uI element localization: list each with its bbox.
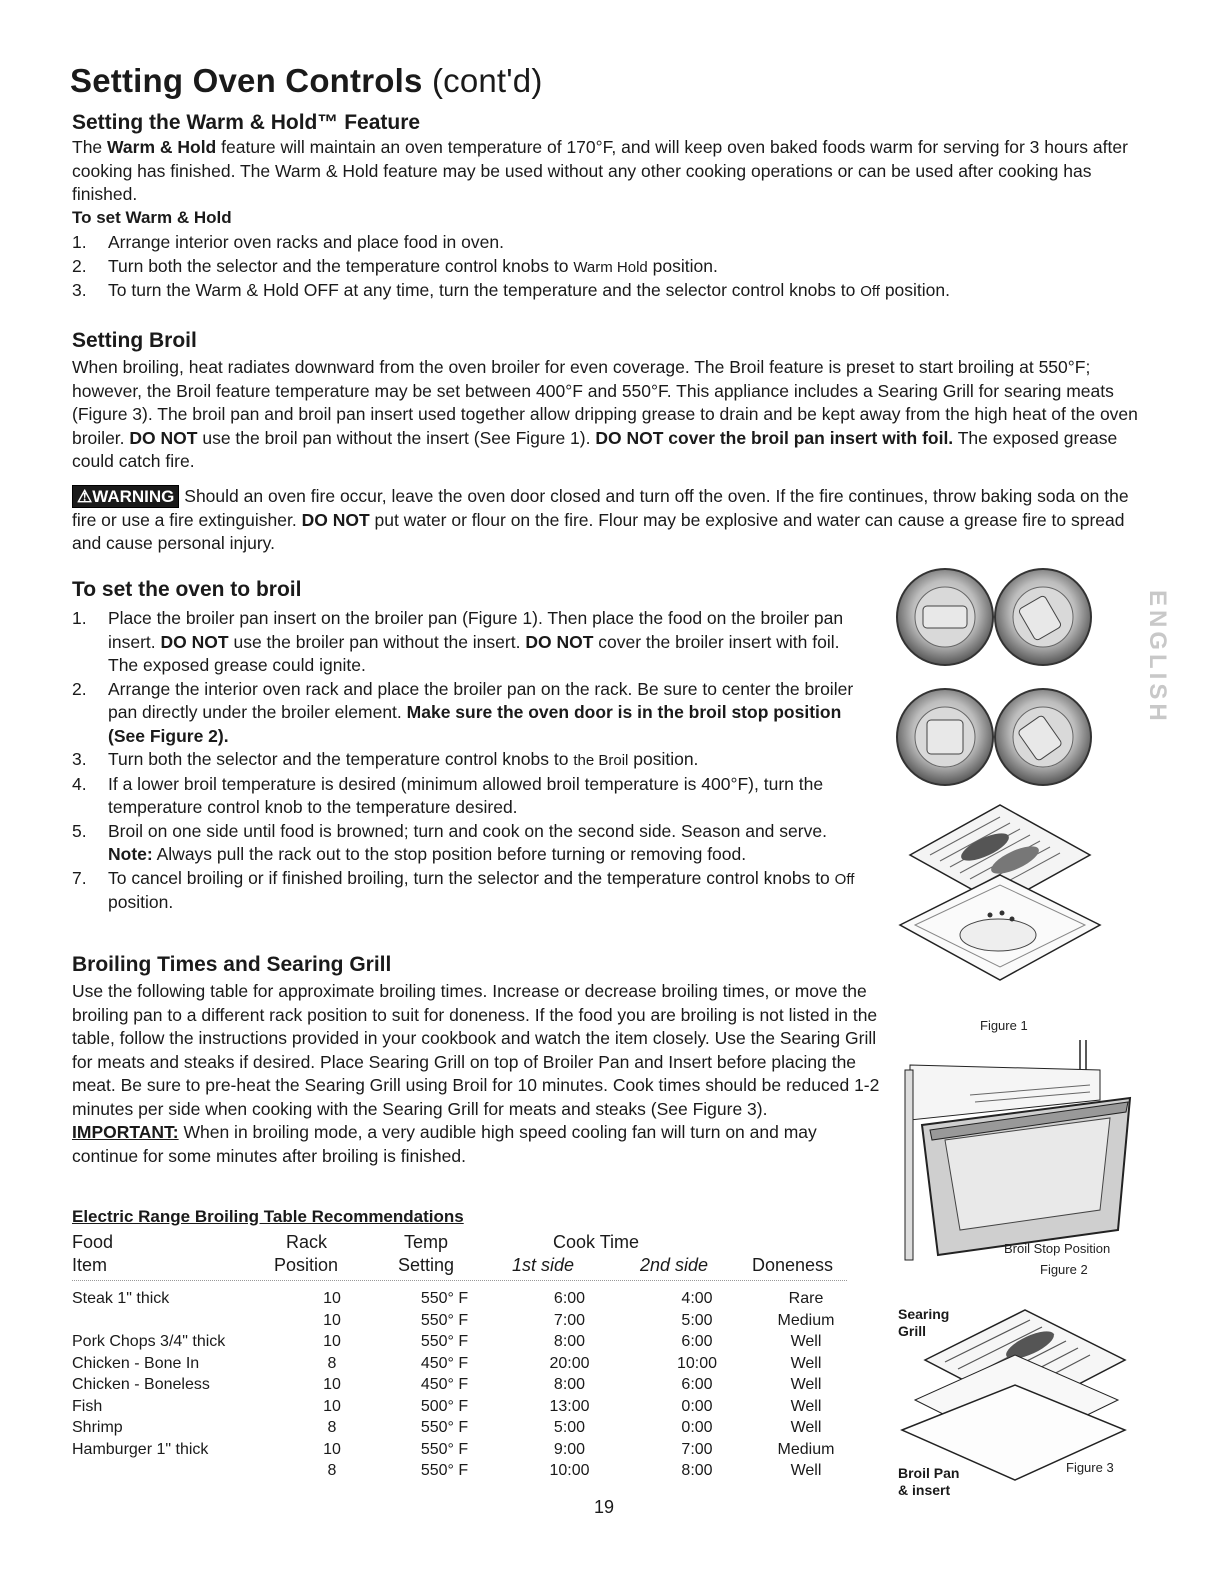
table-cell-item bbox=[72, 1310, 282, 1332]
table-cell-rack: 10 bbox=[323, 1397, 341, 1415]
table-cell-temp: 550° F bbox=[420, 1311, 469, 1329]
header-rack: Rack Position bbox=[274, 1232, 339, 1275]
header-temp: Temp Setting bbox=[398, 1232, 455, 1275]
table-cell-second: 0:00 bbox=[681, 1419, 713, 1436]
table-cell-temp: 550° F bbox=[420, 1419, 469, 1436]
list-item: 2. Turn both the selector and the temperature control knobs to Warm Hold position. bbox=[72, 255, 718, 276]
header-food: Food Item bbox=[72, 1232, 114, 1275]
table-row bbox=[72, 1288, 850, 1310]
set-broil-steps bbox=[72, 607, 872, 915]
table-cell-first: 20:00 bbox=[549, 1354, 590, 1372]
warm-hold-steps bbox=[72, 231, 1152, 304]
table-cell-temp: 550° F bbox=[420, 1440, 469, 1458]
table-cell-temp: 550° F bbox=[420, 1462, 469, 1479]
list-item: 3. To turn the Warm & Hold OFF at any time, turn the temperature and the selector control knobs to Off position. bbox=[72, 280, 951, 300]
table-cell-first: 6:00 bbox=[553, 1290, 586, 1307]
table-row bbox=[72, 1331, 850, 1353]
table-cell-rack: 8 bbox=[327, 1354, 337, 1372]
table-cell-temp: 450° F bbox=[420, 1354, 469, 1372]
list-item: 4. If a lower broil temperature is desired (minimum allowed broil temperature is 400°F), turn the temperature control knob to the temperature desired. bbox=[72, 773, 824, 817]
table-row bbox=[72, 1439, 850, 1461]
table-cell-temp: 500° F bbox=[420, 1397, 469, 1415]
set-broil-heading: To set the oven to broil bbox=[72, 578, 302, 601]
table-row bbox=[72, 1396, 850, 1418]
table-divider bbox=[72, 1280, 847, 1281]
table-cell-second: 6:00 bbox=[681, 1333, 713, 1350]
table-cell-second: 7:00 bbox=[681, 1440, 713, 1458]
table-cell-second: 6:00 bbox=[681, 1376, 713, 1393]
table-cell-rack: 8 bbox=[327, 1419, 337, 1436]
table-cell-second: 4:00 bbox=[681, 1290, 713, 1307]
table-cell-rack: 10 bbox=[323, 1311, 341, 1329]
table-cell-first: 9:00 bbox=[553, 1440, 586, 1458]
table-cell-temp: 550° F bbox=[420, 1333, 469, 1350]
table-cell-item bbox=[72, 1460, 282, 1482]
control-knobs-illustration bbox=[895, 562, 1095, 792]
figure-1-caption: Figure 1 bbox=[980, 1018, 1028, 1033]
table-row bbox=[72, 1460, 850, 1482]
warm-hold-subheading: To set Warm & Hold bbox=[72, 208, 232, 227]
list-item: 1. Arrange interior oven racks and place food in oven. bbox=[72, 232, 504, 252]
table-row bbox=[72, 1417, 850, 1439]
warm-hold-paragraph: The Warm & Hold feature will maintain an oven temperature of 170°F, and will keep oven baked foods warm for serving for 3 hours after cooking has finished. The Warm & Hold feature may be used without any other cooking operations or can be used after cooking has finished. bbox=[72, 137, 1128, 204]
page-title bbox=[70, 62, 543, 100]
warm-hold-heading: Setting the Warm & Hold™ Feature bbox=[72, 111, 421, 134]
table-cell-item: Chicken - Bone In bbox=[72, 1354, 200, 1372]
table-row bbox=[72, 1310, 850, 1332]
broil-table bbox=[72, 1288, 850, 1482]
table-cell-rack: 10 bbox=[323, 1376, 341, 1393]
table-cell-first: 13:00 bbox=[549, 1397, 590, 1415]
list-item: 2. Arrange the interior oven rack and place the broiler pan on the rack. Be sure to center the broiler pan directly under the broiler element. Make sure the oven door is in the broil stop position (See Figure 2). bbox=[72, 678, 854, 746]
table-cell-rack: 10 bbox=[323, 1440, 341, 1458]
figure-3-caption: Figure 3 bbox=[1066, 1460, 1114, 1475]
table-cell-temp: 450° F bbox=[420, 1376, 469, 1393]
broil-pan-label: Broil Pan & insert bbox=[898, 1465, 960, 1498]
table-cell-rack: 8 bbox=[327, 1462, 337, 1479]
table-row bbox=[72, 1353, 850, 1375]
table-cell-second: 10:00 bbox=[676, 1354, 718, 1372]
table-cell-done: Well bbox=[790, 1333, 822, 1350]
table-cell-second: 0:00 bbox=[681, 1397, 713, 1415]
page-title-main: Setting Oven Controls bbox=[70, 62, 423, 99]
table-cell-rack: 10 bbox=[323, 1290, 341, 1307]
table-cell-done: Well bbox=[790, 1462, 822, 1479]
table-cell-first: 10:00 bbox=[549, 1462, 590, 1479]
table-cell-item: Fish bbox=[72, 1397, 103, 1415]
broil-pan-figure bbox=[890, 795, 1110, 995]
header-doneness: Doneness bbox=[752, 1255, 834, 1275]
list-item: 7. To cancel broiling or if finished broiling, turn the selector and the temperature control knobs to Off position. bbox=[72, 867, 855, 912]
important-label: IMPORTANT: bbox=[72, 1122, 179, 1142]
table-cell-item: Chicken - Boneless bbox=[72, 1376, 210, 1393]
table-cell-second: 8:00 bbox=[681, 1462, 713, 1479]
table-row bbox=[72, 1374, 850, 1396]
table-cell-done: Well bbox=[790, 1397, 822, 1415]
table-cell-rack: 10 bbox=[323, 1333, 341, 1350]
page-title-suffix: (cont'd) bbox=[431, 62, 543, 99]
table-cell-first: 7:00 bbox=[553, 1311, 586, 1329]
figure-2-caption-b: Figure 2 bbox=[1040, 1262, 1088, 1277]
table-cell-second: 5:00 bbox=[681, 1311, 713, 1329]
table-cell-item: Steak 1" thick bbox=[72, 1290, 170, 1307]
header-second-side: 2nd side bbox=[640, 1255, 709, 1275]
table-cell-done: Well bbox=[790, 1419, 822, 1436]
table-cell-done: Well bbox=[790, 1376, 822, 1393]
page-number: 19 bbox=[594, 1497, 615, 1517]
table-cell-done: Medium bbox=[777, 1440, 835, 1458]
header-cook-time: Cook Time bbox=[553, 1232, 640, 1252]
times-heading: Broiling Times and Searing Grill bbox=[72, 953, 392, 976]
table-caption: Electric Range Broiling Table Recommendations bbox=[72, 1207, 464, 1226]
table-cell-done: Rare bbox=[788, 1290, 824, 1307]
broil-heading: Setting Broil bbox=[72, 329, 197, 352]
table-cell-item: Shrimp bbox=[72, 1419, 123, 1436]
table-cell-item: Pork Chops 3/4" thick bbox=[72, 1333, 226, 1350]
table-cell-done: Medium bbox=[777, 1311, 835, 1329]
warning-paragraph: ⚠WARNING Should an oven fire occur, leave the oven door closed and turn off the oven. If the fire continues, throw baking soda on the fire or use a fire extinguisher. DO NOT put water or flour on the fire. Flour may be explosive and water can cause a grease fire to spread and cause personal injury. bbox=[72, 486, 1129, 553]
table-cell-first: 5:00 bbox=[553, 1419, 586, 1436]
broil-paragraph: When broiling, heat radiates downward from the oven broiler for even coverage. The Broil feature is preset to start broiling at 550°F; however, the Broil feature temperature may be set between 400°F and 550°F. This appliance includes a Searing Grill for searing meats (Figure 3). The broil pan and broil pan insert used together allow dripping grease to drain and be kept away from the high heat of the oven broiler. DO NOT use the broil pan without the insert (See Figure 1). DO NOT cover the broil pan insert with foil. The exposed grease could catch fire. bbox=[72, 357, 1138, 471]
list-item: 1. Place the broiler pan insert on the broiler pan (Figure 1). Then place the food on the broiler pan insert. DO NOT use the broiler pan without the insert. DO NOT cover the broiler insert with foil. The exposed grease could ignite. bbox=[72, 608, 844, 675]
list-item: 3. Turn both the selector and the temperature control knobs to the Broil position. bbox=[72, 749, 699, 769]
language-tab: ENGLISH bbox=[1144, 590, 1171, 725]
table-cell-temp: 550° F bbox=[420, 1290, 469, 1307]
oven-door-figure bbox=[900, 1040, 1140, 1265]
table-cell-first: 8:00 bbox=[553, 1376, 586, 1393]
header-first-side: 1st side bbox=[512, 1255, 575, 1275]
table-cell-done: Well bbox=[790, 1354, 822, 1372]
list-item: 5. Broil on one side until food is browned; turn and cook on the second side. Season and serve. Note: Always pull the rack out to the stop position before turning or removing food. bbox=[72, 820, 827, 864]
knob-icon bbox=[995, 689, 1091, 785]
warning-badge: ⚠WARNING bbox=[72, 485, 179, 508]
searing-grill-label: Searing Grill bbox=[898, 1306, 950, 1339]
times-paragraph: Use the following table for approximate broiling times. Increase or decrease broiling times, or move the broiling pan to a different rack position to suit for doneness. If the food you are broiling is not listed in the table, follow the instructions provided in your cookbook and watch the item closely. Use the Searing Grill for meats and steaks if desired. Place Searing Grill on top of Broiler Pan and Insert before placing the meat. Be sure to pre-heat the Searing Grill using Broil for 10 minutes. Cook times should be reduced 1-2 minutes per side when cooking with the Searing Grill for meats and steaks (See Figure 3). IMPORTANT: When in broiling mode, a very audible high speed cooling fan will turn on and may continue for some minutes after broiling is finished. bbox=[72, 981, 880, 1166]
table-cell-item: Hamburger 1" thick bbox=[72, 1440, 209, 1458]
table-cell-first: 8:00 bbox=[553, 1333, 586, 1350]
knob-icon bbox=[897, 569, 993, 665]
figure-2-caption-a: Broil Stop Position bbox=[1004, 1241, 1111, 1256]
knob-icon bbox=[897, 689, 993, 785]
knob-icon bbox=[995, 569, 1091, 665]
